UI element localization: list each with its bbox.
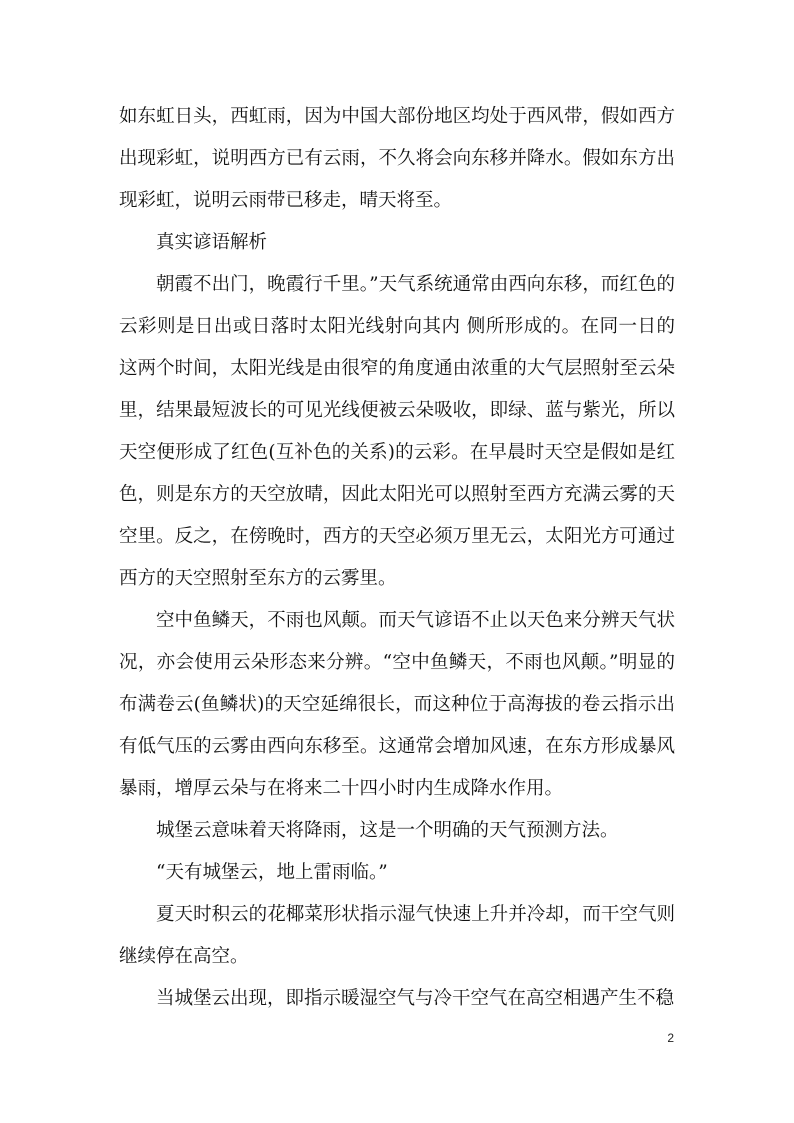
paragraph-rainbow: 如东虹日头，西虹雨，因为中国大部份地区均处于西风带，假如西方出现彩虹，说明西方已有云雨，不久将会向东移并降水。假如东方出现彩虹，说明云雨带已移走，晴天将至。 — [119, 106, 675, 211]
paragraph-cumulus: 夏天时积云的花椰菜形状指示湿气快速上升并冷却，而干空气则继续停在高空。 — [119, 904, 675, 967]
paragraph-morning-glow: 朝霞不出门，晚霞行千里。”天气系统通常由西向东移，而红色的云彩则是日出或日落时太阳光线射向其内 侧所形成的。在同一日的这两个时间，太阳光线是由很窄的角度通由浓重的大气层照射至云朵里，结果最短波长的可见光线便被云朵吸收，即绿、蓝与紫光，所以天空便形成了红色(互补色的关系)的云彩。在早晨时天空是假如是红色，则是东方的天空放晴，因此太阳光可以照射至西方充满云雾的天空里。反之，在傍晚时，西方的天空必须万里无云，太阳光方可通过西方的天空照射至东方的云雾里。 — [119, 274, 675, 589]
paragraph-proverb-quote: “天有城堡云，地上雷雨临。” — [156, 862, 388, 883]
paragraph-fish-scale-sky: 空中鱼鳞天，不雨也风颠。而天气谚语不止以天色来分辨天气状况，亦会使用云朵形态来分辨。“空中鱼鳞天，不雨也风颠。”明显的布满卷云(鱼鳞状)的天空延绵很长，而这种位于高海拔的卷云指示出有低气压的云雾由西向东移至。这通常会增加风速，在东方形成暴风暴雨，增厚云朵与在将来二十四小时内生成降水作用。 — [119, 610, 675, 799]
document-body — [119, 96, 675, 1020]
page-number: 2 — [667, 1031, 674, 1045]
paragraph-castle-cloud: 城堡云意味着天将降雨，这是一个明确的天气预测方法。 — [156, 820, 619, 841]
section-heading: 真实谚语解析 — [156, 232, 268, 253]
paragraph-castle-cloud-appears: 当城堡云出现，即指示暖湿空气与冷干空气在高空相遇产生不稳 — [156, 988, 675, 1009]
